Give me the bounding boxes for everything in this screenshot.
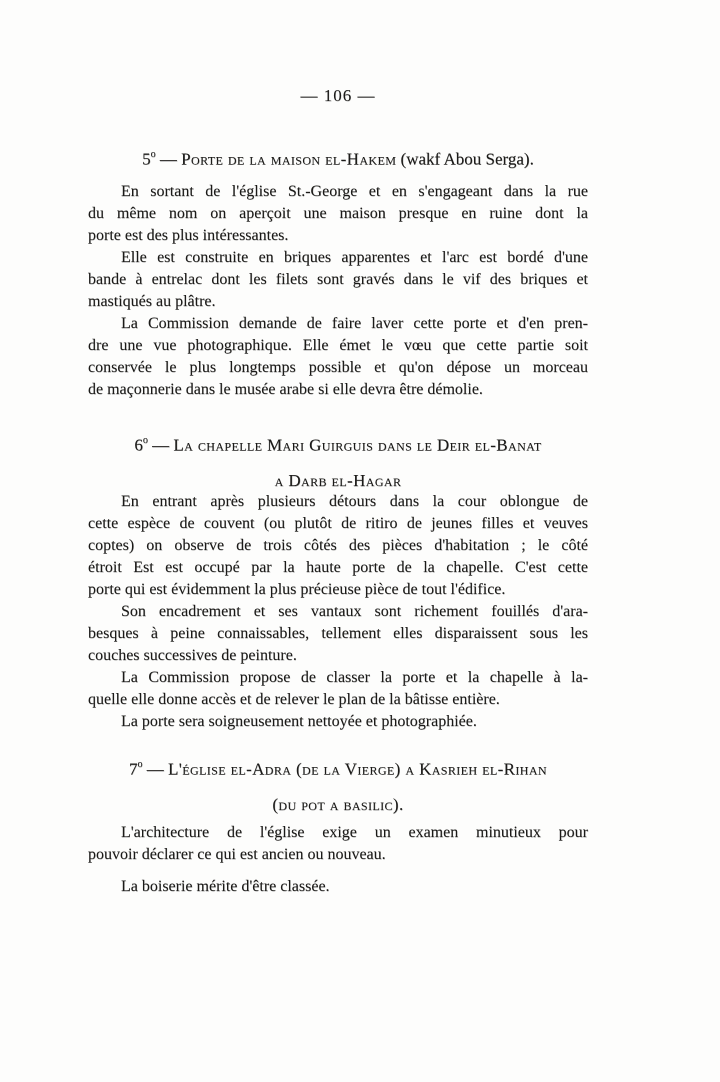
text-line: La Commission propose de classer la porte et la chapelle à la- bbox=[121, 669, 588, 686]
paragraph bbox=[88, 711, 588, 733]
text-line: En entrant après plusieurs détours dans la cour oblongue de bbox=[121, 493, 588, 510]
section-6-body bbox=[88, 491, 588, 733]
text-line: bande à entrelac dont les filets sont gravés dans le vif des briques et bbox=[88, 271, 588, 288]
text-line: de maçonnerie dans le musée arabe si elle devra être démolie. bbox=[88, 381, 483, 398]
paragraph bbox=[88, 313, 588, 401]
section-5-number: 5 bbox=[142, 149, 151, 169]
section-7-number: 7 bbox=[128, 759, 138, 779]
section-5-title-suffix: (wakf Abou Serga). bbox=[396, 149, 534, 169]
text-line: Son encadrement et ses vantaux sont richement fouillés d'ara- bbox=[121, 603, 588, 620]
heading-dash: — bbox=[155, 149, 182, 169]
section-6-heading bbox=[88, 424, 588, 498]
text-line: étroit Est est occupé par la haute porte de la chapelle. C'est cette bbox=[88, 559, 588, 576]
text-line: La porte sera soigneusement nettoyée et photographiée. bbox=[121, 713, 477, 730]
section-5-title: Porte de la maison el-Hakem bbox=[181, 149, 397, 169]
section-7-body bbox=[88, 822, 588, 866]
heading-dash: — bbox=[142, 759, 168, 779]
section-7-heading bbox=[88, 748, 588, 822]
page-number: — 106 — bbox=[300, 86, 376, 105]
text-line: porte qui est évidemment la plus précieuse pièce de tout l'édifice. bbox=[88, 581, 506, 598]
section-7-ordinal: o bbox=[137, 759, 143, 770]
section-6-subtitle: a Darb el-Hagar bbox=[274, 470, 402, 490]
section-7-body-continued bbox=[88, 876, 588, 898]
paragraph bbox=[88, 876, 588, 898]
section-6-ordinal: o bbox=[142, 435, 148, 446]
text-line: La Commission demande de faire laver cette porte et d'en pren- bbox=[121, 315, 588, 332]
text-line: pouvoir déclarer ce qui est ancien ou nouveau. bbox=[88, 846, 386, 863]
section-7-title: L'église el-Adra (de la Vierge) a Kasrieh el-Rihan bbox=[167, 759, 547, 779]
heading-dash: — bbox=[147, 435, 174, 455]
text-line: besques à peine connaissables, tellement elles disparaissent sous les bbox=[88, 625, 588, 642]
paragraph bbox=[88, 601, 588, 667]
paragraph bbox=[88, 181, 588, 247]
paragraph bbox=[88, 247, 588, 313]
paragraph bbox=[88, 822, 588, 866]
text-line: mastiqués au plâtre. bbox=[88, 293, 216, 310]
text-line: cette espèce de couvent (ou plutôt de ritiro de jeunes filles et veuves bbox=[88, 515, 588, 532]
text-line: L'architecture de l'église exige un examen minutieux pour bbox=[121, 824, 588, 841]
section-5-heading bbox=[88, 138, 588, 177]
paragraph bbox=[88, 667, 588, 711]
text-line: porte est des plus intéressantes. bbox=[88, 227, 289, 244]
section-6-number: 6 bbox=[134, 435, 143, 455]
text-line: quelle elle donne accès et de relever le plan de la bâtisse entière. bbox=[88, 691, 500, 708]
text-line: Elle est construite en briques apparentes et l'arc est bordé d'une bbox=[121, 249, 588, 266]
paragraph bbox=[88, 491, 588, 601]
section-6-title: La chapelle Mari Guirguis dans le Deir el-Banat bbox=[173, 435, 542, 455]
section-5-body bbox=[88, 181, 588, 401]
section-6-heading-line1 bbox=[88, 424, 588, 463]
text-line: conservée le plus longtemps possible et qu'on dépose un morceau bbox=[88, 359, 588, 376]
text-line: En sortant de l'église St.-George et en s'engageant dans la rue bbox=[121, 183, 588, 200]
text-line: coptes) on observe de trois côtés des pièces d'habitation ; le côté bbox=[88, 537, 588, 554]
section-7-subtitle: (du pot a basilic). bbox=[272, 794, 404, 814]
text-line: dre une vue photographique. Elle émet le vœu que cette partie soit bbox=[88, 337, 588, 354]
section-5-ordinal: o bbox=[150, 149, 156, 160]
text-line: du même nom on aperçoit une maison presque en ruine dont la bbox=[88, 205, 588, 222]
text-line: La boiserie mérite d'être classée. bbox=[121, 878, 330, 895]
section-7-heading-line1 bbox=[88, 748, 588, 787]
text-line: couches successives de peinture. bbox=[88, 647, 297, 664]
